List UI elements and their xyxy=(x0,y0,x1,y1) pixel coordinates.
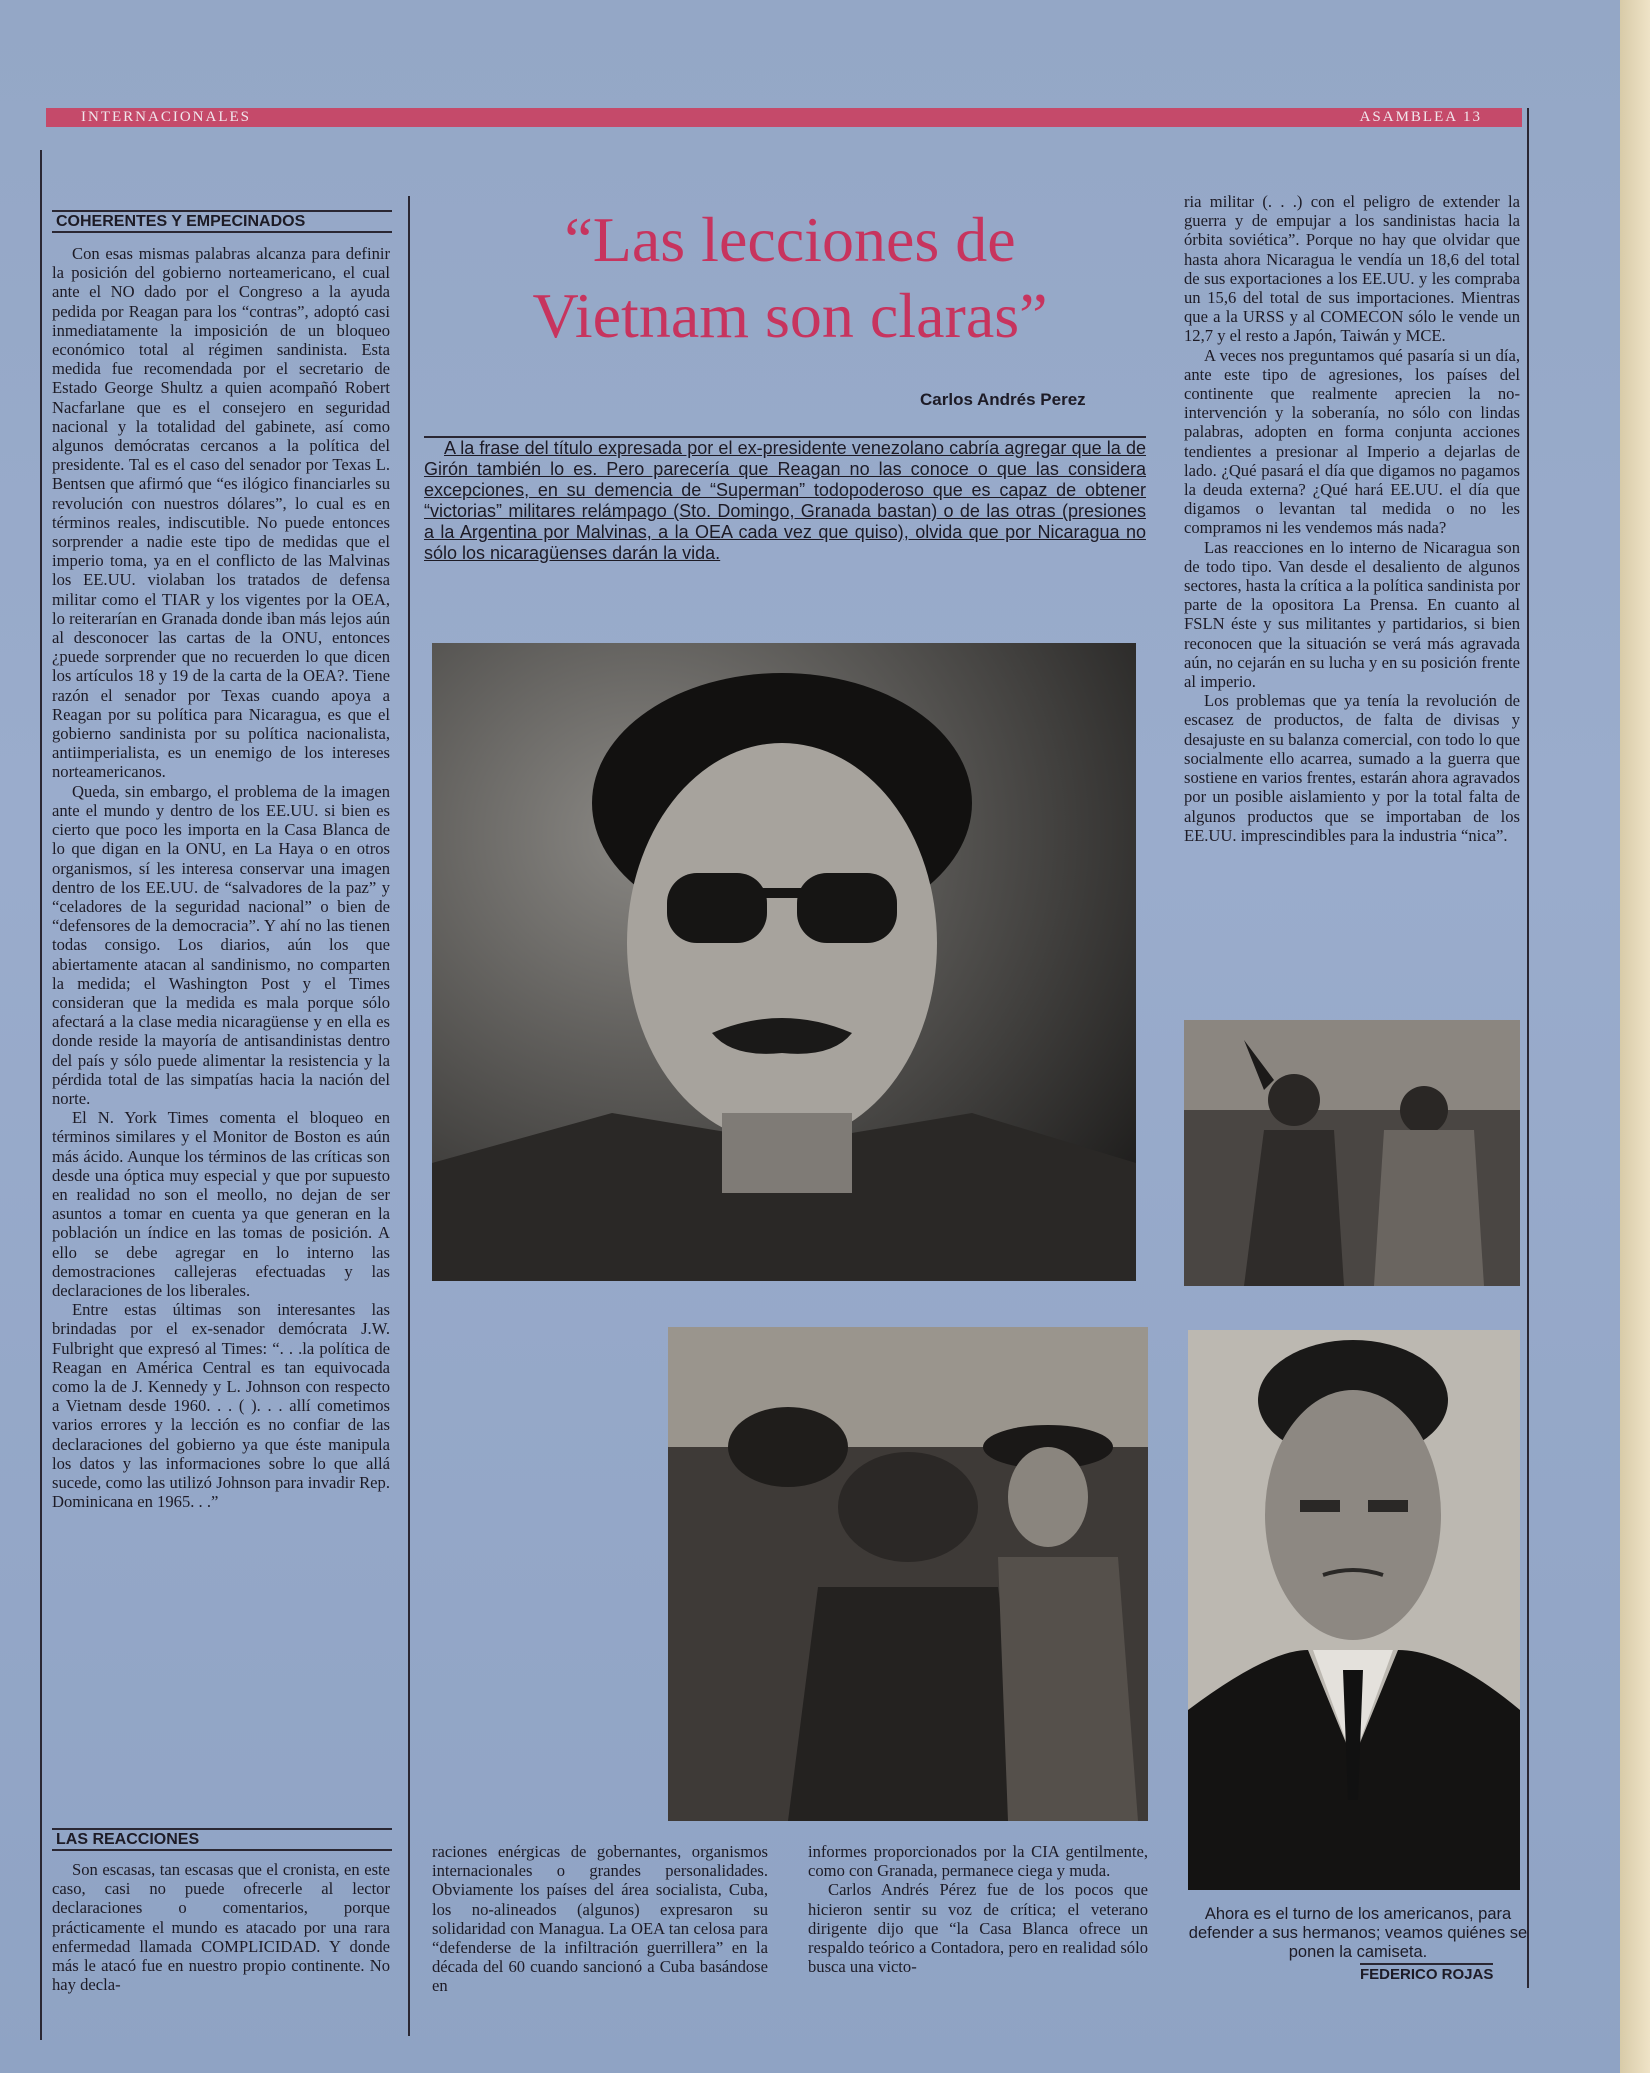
paragraph: Son escasas, tan escasas que el cronista, en este caso, casi no puede ofrecerle al lector declaraciones o comentarios, porque prácticamente el mundo es atacado por una rara enfermedad llamada COMPLICIDAD. Y donde más le atacó fue en nuestro propio continente. No hay decla- xyxy=(52,1860,390,1995)
paragraph: ria militar (. . .) con el peligro de extender la guerra y de empujar a los sandinistas hacia la órbita soviética”. Porque no hay que olvidar que hasta ahora Nicaragua le vendía un 18,6 del total de sus exportaciones a los EE.UU. y les compraba un 15,6 del total de sus importaciones. Mientras que a la URSS y al COMECON sólo le vende un 12,7 y el resto a Japón, Taiwán y MCE. xyxy=(1184,192,1520,346)
paragraph: Carlos Andrés Pérez fue de los pocos que hicieron sentir su voz de crítica; el veterano dirigente dijo que “la Casa Blanca ofrece un respaldo teórico a Contadora, pero en realidad sólo busca una victo- xyxy=(808,1880,1148,1977)
portrait-photo xyxy=(432,643,1136,1281)
center-column-2 xyxy=(808,1842,1148,1976)
author-credit: FEDERICO ROJAS xyxy=(1360,1963,1493,1983)
reagan-photo xyxy=(1188,1330,1520,1890)
byline: Carlos Andrés Perez xyxy=(920,390,1086,409)
lede-text xyxy=(424,436,1146,564)
photo-caption: Ahora es el turno de los americanos, para defender a sus hermanos; veamos quiénes se ponen la camiseta. xyxy=(1188,1905,1528,1961)
paragraph: informes proporcionados por la CIA gentilmente, como con Granada, permanece ciega y muda. xyxy=(808,1842,1148,1881)
headline-line: Vietnam son claras” xyxy=(532,280,1048,351)
subhead-reacciones: LAS REACCIONES xyxy=(52,1828,392,1851)
column-rule xyxy=(1527,108,1529,1988)
right-column-text xyxy=(1184,192,1520,845)
soldiers-photo xyxy=(1184,1020,1520,1286)
paragraph: raciones enérgicas de gobernantes, organismos internacionales o grandes personalidades. Obviamente los países del área socialista, Cuba, los no-alineados (algunos) expresaron su solidaridad con Managua. La OEA tan celosa para “defenderse de la infiltración guerrillera” en la década del 60 cuando sancionó a Cuba basándose en xyxy=(432,1842,768,1996)
page-label: ASAMBLEA 13 xyxy=(1359,109,1482,125)
paragraph: Queda, sin embargo, el problema de la imagen ante el mundo y dentro de los EE.UU. si bien es cierto que poco les importa en la Casa Blanca de lo que digan en la ONU, en La Haya o en otros organismos, sí les interesa conservar una imagen dentro de los EE.UU. de “salvadores de la paz” y “celadores de la seguridad nacional” o bien de “defensores de la democracia”. Y ahí no las tienen todas consigo. Los diarios, aún los que abiertamente atacan al sandinismo, no comparten la medida; el Washington Post y el Times consideran que la medida es mala porque sólo afectará a la clase media nicaragüense y en ella es donde reside la mayoría de antisandinistas dentro del país y sólo puede alimentar la resistencia y la pérdida total de las simpatías hacia la nación del norte. xyxy=(52,781,390,1108)
column-rule xyxy=(408,196,410,2036)
paragraph: El N. York Times comenta el bloqueo en términos similares y el Monitor de Boston es aún más ácido. Aunque los términos de las críticas son desde una óptica muy especial y que por supuesto en realidad no son el meollo, no dejan de ser asuntos a tomar en cuenta ya que generan en la población un índice en las tomas de posición. A ello se debe agregar en lo interno las demostraciones callejeras efectuadas y las declaraciones de los liberales. xyxy=(52,1108,390,1300)
crowd-photo xyxy=(668,1327,1148,1821)
headline-line: “Las lecciones de xyxy=(564,204,1016,275)
paragraph: Con esas mismas palabras alcanza para definir la posición del gobierno norteamericano, el cual ante el NO dado por el Congreso a la ayuda pedida por Reagan para los “contras”, adoptó casi inmediatamente la imposición de un bloqueo económico total al régimen sandinista. Esta medida fue recomendada por el secretario de Estado George Shultz a quien acompañó Robert Nacfarlane que es el consejero en seguridad nacional y la totalidad del gabinete, así como algunos demócratas cercanos a la política del presidente. Tal es el caso del senador por Texas L. Bentsen que afirmó que “es ilógico financiarles su revolución con nuestros dólares”, lo cual es en términos reales, indiscutible. No puede entonces sorprender a nadie este tipo de medidas que el imperio toma, ya en el conflicto de las Malvinas los EE.UU. violaban los tratados de defensa militar como el TIAR y los vigentes por la OEA, lo reiterarían en Granada donde iban más lejos aún al desconocer las cartas de la ONU, entonces ¿puede sorprender que no recuerden lo que dicen los artículos 18 y 19 de la carta de la OEA?. Tiene razón el senador por Texas cuando apoya a Reagan por su política para Nicaragua, es que el gobierno sandinista por su política nacionalista, antiimperialista, es un enemigo de los intereses norteamericanos. xyxy=(52,244,390,782)
paper-edge xyxy=(1620,0,1650,2073)
lede-paragraph: A la frase del título expresada por el ex-presidente venezolano cabría agregar que la de Girón también lo es. Pero parecería que Reagan no las conoce o que las considera excepciones, en su demencia de “Superman” todopoderoso que es capaz de obtener “victorias” militares relámpago (Sto. Domingo, Granada bastan) o de las otras (presiones a la Argentina por Malvinas, a la OEA cada vez que quiso), olvida que por Nicaragua no sólo los nicaragüenses darán la vida. xyxy=(424,438,1146,563)
headline xyxy=(440,202,1140,354)
center-column-1 xyxy=(432,1842,768,1996)
column-rule xyxy=(40,150,42,2040)
paragraph: Las reacciones en lo interno de Nicaragua son de todo tipo. Van desde el desaliento de algunos sectores, hasta la crítica a la política sandinista por parte de la opositora La Prensa. En cuanto al FSLN éste y sus militantes y partidarios, si bien reconocen que la situación se verá más agravada aún, no cejarán en su lucha y en su posición frente al imperio. xyxy=(1184,537,1520,692)
section-bar xyxy=(46,108,1522,127)
subhead-coherentes: COHERENTES Y EMPECINADOS xyxy=(52,210,392,233)
left-column-text-2 xyxy=(52,1860,390,1994)
paragraph: A veces nos preguntamos qué pasaría si un día, ante este tipo de agresiones, los países del continente que realmente aprecien la no-intervención y la soberanía, no sólo con lindas palabras, adopten en forma conjunta acciones tendientes a presionar al Imperio a dejarlas de lado. ¿Qué pasará el día que digamos no pagamos la deuda externa? ¿Qué hará EE.UU. el día que digamos o levantan tal medida o no les compramos ni les vendemos más nada? xyxy=(1184,345,1520,538)
left-column-text xyxy=(52,244,390,1511)
paragraph: Entre estas últimas son interesantes las brindadas por el ex-senador demócrata J.W. Fulbright que expresó al Times: “. . .la política de Reagan en América Central es tan equivocada como la de J. Kennedy y L. Johnson con respecto a Vietnam desde 1960. . . ( ). . . allí cometimos varios errores y la lección es no confiar de las declaraciones del gobierno ya que éste manipula los datos y las informaciones sobre lo que allá sucede, como las utilizó Johnson para invadir Rep. Dominicana en 1965. . .” xyxy=(52,1300,390,1512)
section-label: INTERNACIONALES xyxy=(81,109,251,125)
paragraph: Los problemas que ya tenía la revolución de escasez de productos, de falta de divisas y desajuste en su balanza comercial, con todo lo que socialmente ello acarrea, sumado a la guerra que sostiene en varios frentes, estarán ahora agravados por un posible aislamiento y por la total falta de algunos productos que se importaban de los EE.UU. imprescindibles para la industria “nica”. xyxy=(1184,691,1520,845)
